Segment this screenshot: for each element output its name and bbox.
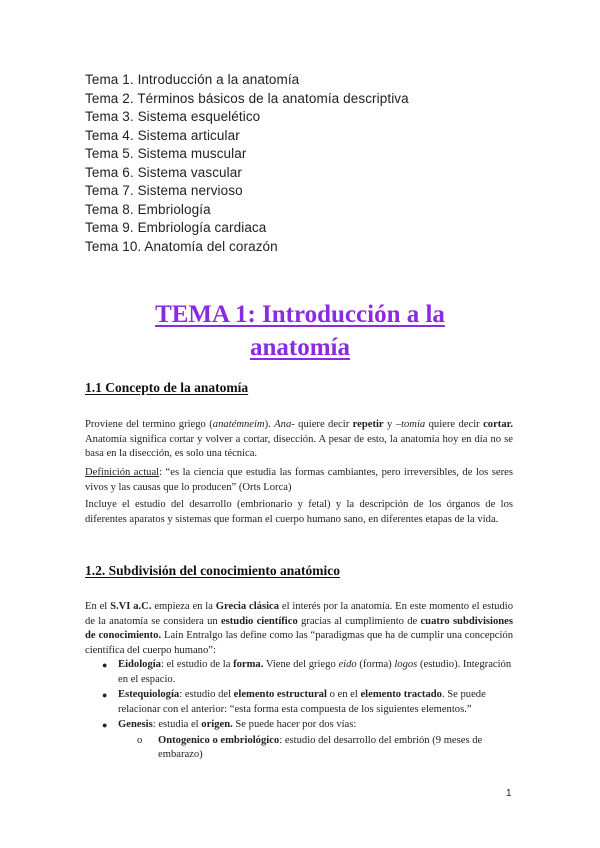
toc-item: Tema 2. Términos básicos de la anatomía descriptiva (85, 90, 409, 106)
paragraph: En el S.VI a.C. empieza en la Grecia clásica el interés por la anatomía. En este momento el estudio de la anatomía se considera un estudio científico gracias al cumplimiento de cuatro subdivisiones de conocimiento. Lain Entralgo las define como las “paradigmas que ha de cumplir una concepción científica del cuerpo humano”: (85, 601, 513, 656)
toc-item: Tema 4. Sistema articular (85, 127, 240, 143)
toc-item: Tema 10. Anatomía del corazón (85, 238, 278, 254)
toc-item: Tema 8. Embriología (85, 201, 211, 217)
toc-item: Tema 9. Embriología cardiaca (85, 220, 267, 235)
list-item: ● Eidología: el estudio de la forma. Viene del griego eido (forma) logos (estudio). Integración en el espacio. (102, 659, 512, 685)
toc-item: Tema 6. Sistema vascular (85, 164, 242, 180)
table-of-contents (85, 71, 409, 256)
toc-item: Tema 1. Introducción a la anatomía (85, 72, 300, 87)
definition-label: Definición actual (85, 467, 160, 478)
section-heading: 1.1 Concepto de la anatomía (85, 380, 249, 395)
definition-paragraph: Definición actual: “es la ciencia que estudia las formas cambiantes, pero irreversibles, de los seres vivos y las causas que lo producen” (Orts Lorca) (85, 467, 513, 493)
sub-list-item: o Ontogenico o embriológico: estudio del desarrollo del embrión (9 meses de embarazo) (137, 734, 483, 760)
toc-item: Tema 3. Sistema esquelético (85, 109, 261, 124)
page-number: 1 (506, 788, 512, 799)
bullet-icon: ● (102, 660, 108, 670)
bullet-icon: ● (102, 720, 108, 730)
sub-bullet-marker: o (137, 734, 143, 746)
paragraph: Proviene del termino griego (anatémneim). Ana- quiere decir repetir y –tomia quiere decir cortar. Anatomía significa cortar y volver a cortar, disección. A pesar de esto, la anatomía hoy en día no se basa en la disección, es solo una técnica. (85, 419, 513, 459)
toc-item: Tema 7. Sistema nervioso (85, 183, 243, 198)
list-item: ● Estequiología: estudio del elemento estructural o en el elemento tractado. Se puede relacionar con el anterior: “esta forma esta compuesta de los siguientes elementos.” (102, 689, 486, 715)
list-item: ● Genesis: estudia el origen. Se puede hacer por dos vías: (85, 718, 513, 733)
bullet-list (85, 658, 513, 763)
bullet-icon: ● (102, 690, 108, 700)
paragraph: Incluye el estudio del desarrollo (embrionario y fetal) y la descripción de los órganos de los diferentes aparatos y sistemas que forman el cuerpo humano sano, en diferentes etapas de la vida. (85, 499, 513, 525)
page-title (85, 298, 515, 364)
page-title-line: TEMA 1: Introducción a la (155, 301, 445, 328)
section-heading: 1.2. Subdivisión del conocimiento anatómico (85, 563, 341, 578)
toc-item: Tema 5. Sistema muscular (85, 146, 247, 161)
page-title-line: anatomía (250, 334, 350, 361)
